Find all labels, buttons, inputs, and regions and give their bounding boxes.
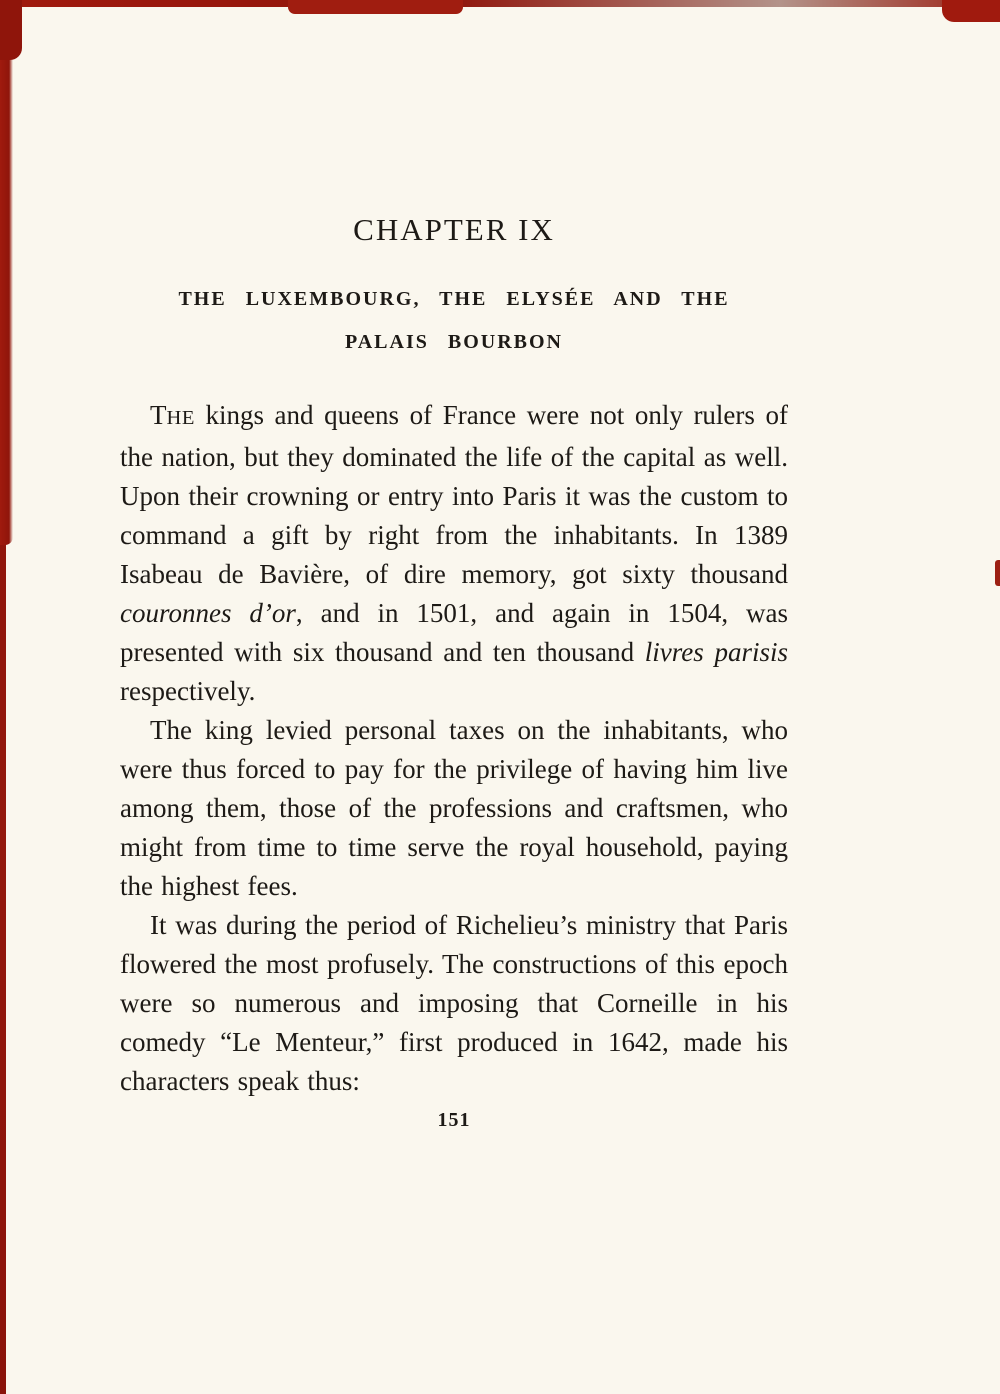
- text-run: kings and queens of France were not only rulers of the nation, but they dominated the life of the capital as well. Upon their crowning or entry into Paris it was the custom to command a gift by right from the inhabitants. In 1389 Isabeau de Bavière, of dire memory, got sixty thousand: [120, 400, 788, 589]
- subtitle-line-1: THE LUXEMBOURG, THE ELYSÉE AND THE: [178, 288, 730, 310]
- text-run: The king levied personal taxes on the inhabitants, who were thus forced to pay for the privilege of having him live among them, those of the professions and craftsmen, who might from time to time serve the royal household, paying the highest fees.: [120, 715, 788, 901]
- text-run: HE: [166, 407, 195, 429]
- subtitle-line-2: PALAIS BOURBON: [345, 331, 563, 353]
- scan-edge-left-upper: [0, 0, 13, 545]
- chapter-subtitle: [120, 278, 788, 364]
- text-run: , and in 1501, and again in 1504, was presented with six thousand and ten thousand: [120, 598, 788, 667]
- text-run: livres parisis: [644, 637, 789, 667]
- chapter-heading: CHAPTER IX: [353, 212, 555, 247]
- page-content: [120, 0, 788, 1132]
- paragraph: [120, 396, 788, 711]
- scan-edge-top-left-corner: [0, 0, 22, 60]
- paragraph: [120, 711, 788, 906]
- scan-edge-right-tick: [995, 560, 1000, 586]
- text-run: couronnes d’or: [120, 598, 296, 628]
- scan-edge-top-right-corner: [942, 0, 1000, 22]
- text-run: respectively.: [120, 676, 256, 706]
- text-run: T: [150, 400, 167, 430]
- text-run: It was during the period of Richelieu’s ministry that Paris flowered the most profusely. The constructions of this epoch were so numerous and imposing that Corneille in his comedy “Le Menteur,” first produced in 1642, made his characters speak thus:: [120, 910, 788, 1096]
- page-number: 151: [437, 1109, 471, 1131]
- paragraph: [120, 906, 788, 1101]
- body-text: [120, 396, 788, 1101]
